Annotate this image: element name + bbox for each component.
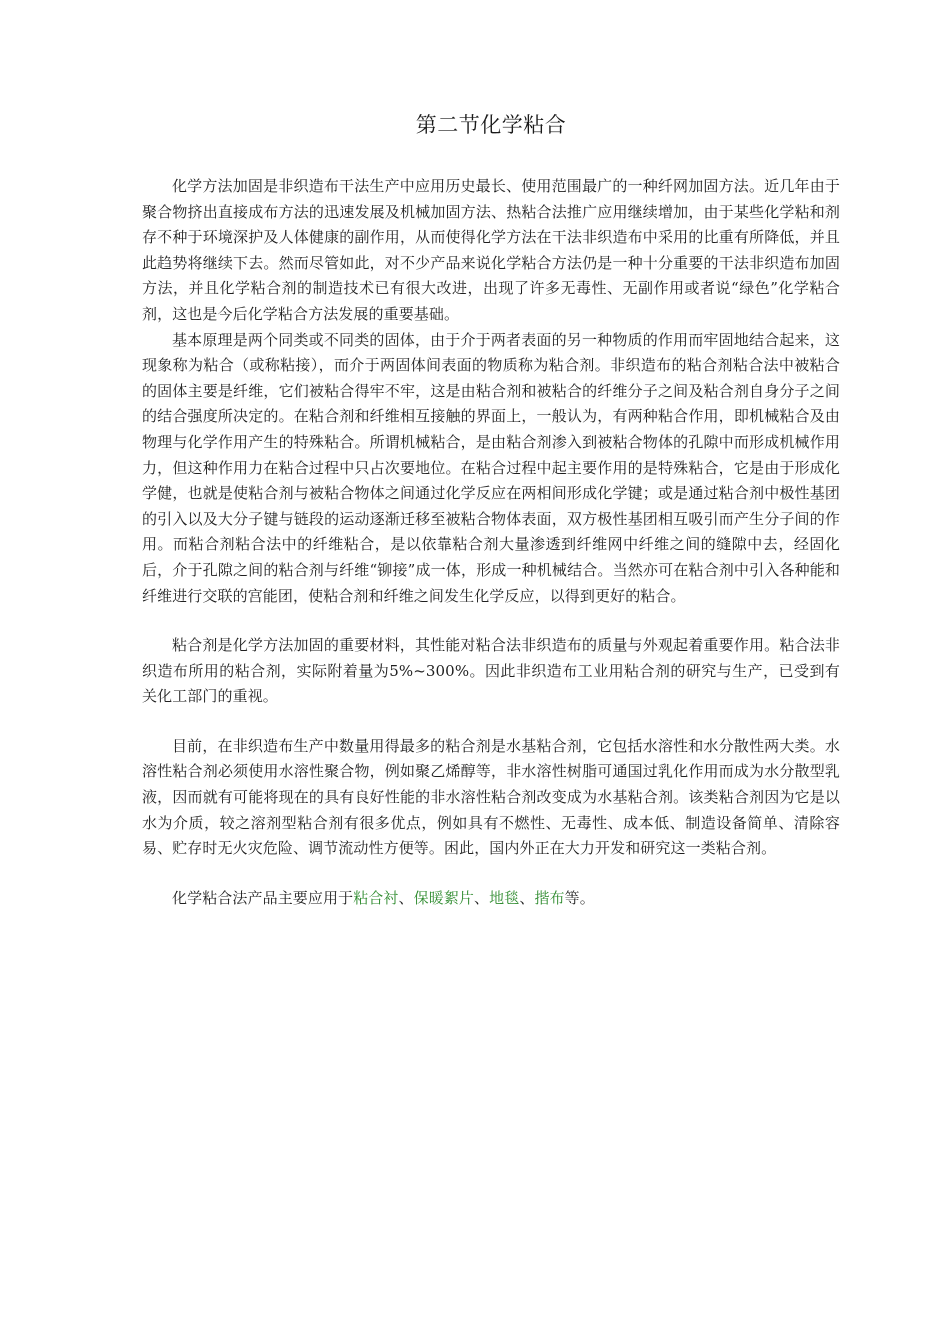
link-carpet[interactable]: 地毯 <box>489 888 520 907</box>
paragraph-principle: 基本原理是两个同类或不同类的固体，由于介于两者表面的另一种物质的作用而牢固地结合起来，这现象称为粘合（或称粘接），而介于两固体间表面的物质称为粘合剂。非织造布的粘合剂粘合法中被粘合的固体主要是纤维，它们被粘合得牢不牢，这是由粘合剂和被粘合的纤维分子之间及粘合剂自身分子之间的结合强度所决定的。在粘合剂和纤维相互接触的界面上，一般认为，有两种粘合作用，即机械粘合及由物理与化学作用产生的特殊粘合。所谓机械粘合，是由粘合剂渗入到被粘合物体的孔隙中而形成机械作用力，但这种作用力在粘合过程中只占次要地位。在粘合过程中起主要作用的是特殊粘合，它是由于形成化学健，也就是使粘合剂与被粘合物体之间通过化学反应在两相间形成化学键；或是通过粘合剂中极性基团的引入以及大分子键与链段的运动逐渐迁移至被粘合物体表面，双方极性基团相互吸引而产生分子间的作用。而粘合剂粘合法中的纤维粘合，是以依靠粘合剂大量渗透到纤维网中纤维之间的缝隙中去，经固化后，介于孔隙之间的粘合剂与纤维“铆接”成一体，形成一种机械结合。当然亦可在粘合剂中引入各种能和纤维进行交联的宫能团，使粘合剂和纤维之间发生化学反应，以得到更好的粘合。 <box>142 330 840 605</box>
page-title: 第二节化学粘合 <box>415 113 567 137</box>
link-fusible-interlining[interactable]: 粘合衬 <box>353 888 399 907</box>
link-wiping-cloth[interactable]: 揩布 <box>534 888 565 907</box>
paragraph-water-based-binder: 目前，在非织造布生产中数量用得最多的粘合剂是水基粘合剂，它包括水溶性和水分散性两大类。水溶性粘合剂必须使用水溶性聚合物，例如聚乙烯醇等，非水溶性树脂可通国过乳化作用而成为水分散型乳液，因而就有可能将现在的具有良好性能的非水溶性粘合剂改变成为水基粘合剂。该类粘合剂因为它是以水为介质，较之溶剂型粘合剂有很多优点，例如具有不燃性、无毒性、成本低、制造设备简单、清除容易、贮存时无火灾危险、调节流动性方便等。困此，国内外正在大力开发和研究这一类粘合剂。 <box>142 736 840 858</box>
paragraph-applications <box>142 886 840 912</box>
applications-suffix: 等。 <box>564 888 595 907</box>
separator: 、 <box>398 888 414 907</box>
applications-prefix: 化学粘合法产品主要应用于 <box>172 888 354 907</box>
link-thermal-wadding[interactable]: 保暖絮片 <box>413 888 475 907</box>
paragraph-intro: 化学方法加固是非织造布干法生产中应用历史最长、使用范围最广的一种纤网加固方法。近几年由于聚合物挤出直接成布方法的迅速发展及机械加固方法、热粘合法推广应用继续增加，由于某些化学粘和剂存不种于环境深护及人体健康的副作用，从而使得化学方法在干法非织造布中采用的比重有所降低，并且此趋势将继续下去。然而尽管如此，对不少产品来说化学粘合方法仍是一种十分重要的干法非织造布加固方法，并且化学粘合剂的制造技术已有很大改进，出现了许多无毒性、无副作用或者说“绿色”化学粘合剂，这也是今后化学粘合方法发展的重要基础。 <box>142 177 840 323</box>
separator: 、 <box>474 888 490 907</box>
separator: 、 <box>519 888 535 907</box>
paragraph-binder-importance: 粘合剂是化学方法加固的重要材料，其性能对粘合法非织造布的质量与外观起着重要作用。粘合法非织造布所用的粘合剂，实际附着量为5%~300%。因此非织造布工业用粘合剂的研究与生产，已受到有关化工部门的重视。 <box>142 636 840 706</box>
